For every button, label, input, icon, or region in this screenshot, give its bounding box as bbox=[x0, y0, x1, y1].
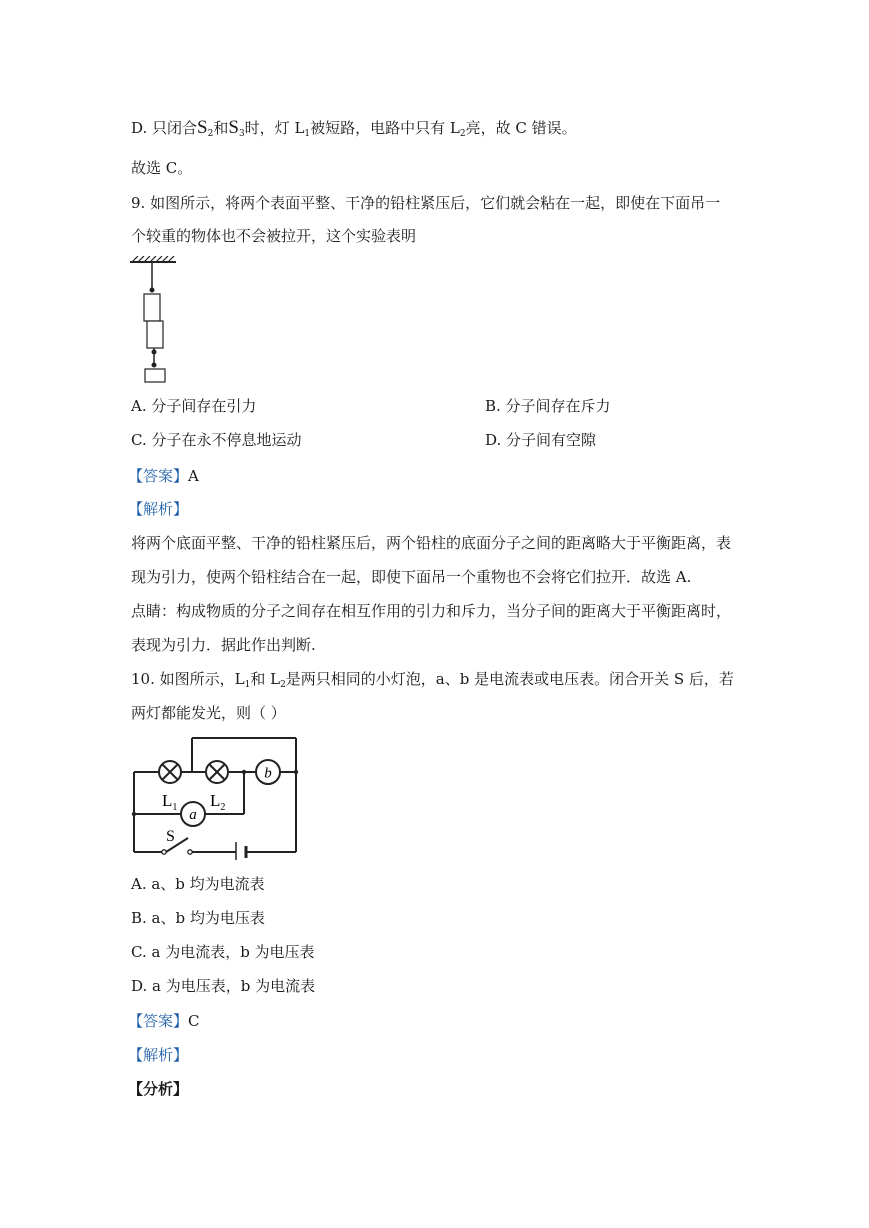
q9-option-b: B. 分子间存在斥力 bbox=[485, 397, 611, 415]
switch-label: S bbox=[166, 828, 175, 845]
q9-analysis-line4: 表现为引力．据此作出判断. bbox=[131, 636, 316, 654]
select-answer-c: 故选 C。 bbox=[131, 159, 193, 177]
meter-b-label: b bbox=[264, 765, 272, 782]
q9-analysis-line2: 现为引力，使两个铅柱结合在一起，即使下面吊一个重物也不会将它们拉开．故选 A. bbox=[131, 568, 692, 586]
q9-option-d: D. 分子间有空隙 bbox=[485, 431, 597, 449]
lamp-l2-icon bbox=[206, 761, 228, 783]
q9-option-a: A. 分子间存在引力 bbox=[131, 397, 257, 415]
q9-analysis-line3: 点睛：构成物质的分子之间存在相互作用的引力和斥力，当分子间的距离大于平衡距离时， bbox=[131, 602, 732, 620]
lead-cylinder-bottom bbox=[147, 321, 163, 348]
junction-left bbox=[132, 812, 136, 816]
lamp-l1-icon bbox=[159, 761, 181, 783]
q10-option-d: D. a 为电压表，b 为电流表 bbox=[131, 977, 316, 995]
junction-right bbox=[242, 770, 246, 774]
q10-option-b: B. a、b 均为电压表 bbox=[131, 909, 265, 927]
junction-far-right bbox=[294, 770, 298, 774]
hanging-weight bbox=[145, 369, 165, 382]
meter-a-label: a bbox=[189, 807, 197, 823]
circuit-diagram bbox=[128, 734, 304, 860]
lamp-l1-label: $L_1$ bbox=[162, 791, 178, 813]
q10-option-c: C. a 为电流表，b 为电压表 bbox=[131, 943, 315, 961]
lead-cylinder-top bbox=[144, 294, 160, 321]
q10-stem-line2: 两灯都能发光，则（ ） bbox=[131, 704, 286, 722]
top-hook bbox=[150, 288, 155, 293]
lamp-l2-label: $L_2$ bbox=[210, 791, 226, 813]
q10-answer: 【答案】C bbox=[128, 1012, 200, 1030]
q10-fenxi-label: 【分析】 bbox=[128, 1080, 189, 1098]
q10-stem-line1: 10. 如图所示，$L_1$和 $L_2$是两只相同的小灯泡，a、b 是电流表或电压表。闭合开关 S 后，若 bbox=[131, 670, 734, 690]
q10-option-a: A. a、b 均为电流表 bbox=[131, 875, 265, 893]
q9-stem-line2: 个较重的物体也不会被拉开，这个实验表明 bbox=[131, 227, 417, 245]
q9-option-c: C. 分子在永不停息地运动 bbox=[131, 431, 302, 449]
q9-analysis-label: 【解析】 bbox=[128, 500, 189, 518]
lead-cylinders-figure bbox=[126, 256, 182, 384]
switch-pivot bbox=[162, 850, 166, 854]
q9-analysis-line1: 将两个底面平整、干净的铅柱紧压后，两个铅柱的底面分子之间的距离略大于平衡距离，表 bbox=[131, 534, 732, 552]
option-d-explanation: D. 只闭合$S_2$和$S_3$时，灯 $L_1$被短路，电路中只有 $L_2$亮，故 C 错误。 bbox=[131, 117, 577, 139]
bottom-hook-2 bbox=[152, 363, 157, 368]
q10-analysis-label: 【解析】 bbox=[128, 1046, 189, 1064]
q9-answer: 【答案】A bbox=[128, 467, 199, 485]
switch-contact bbox=[188, 850, 192, 854]
q9-stem-line1: 9. 如图所示，将两个表面平整、干净的铅柱紧压后，它们就会粘在一起，即使在下面吊一 bbox=[131, 194, 721, 212]
bottom-hook-1 bbox=[152, 350, 157, 355]
